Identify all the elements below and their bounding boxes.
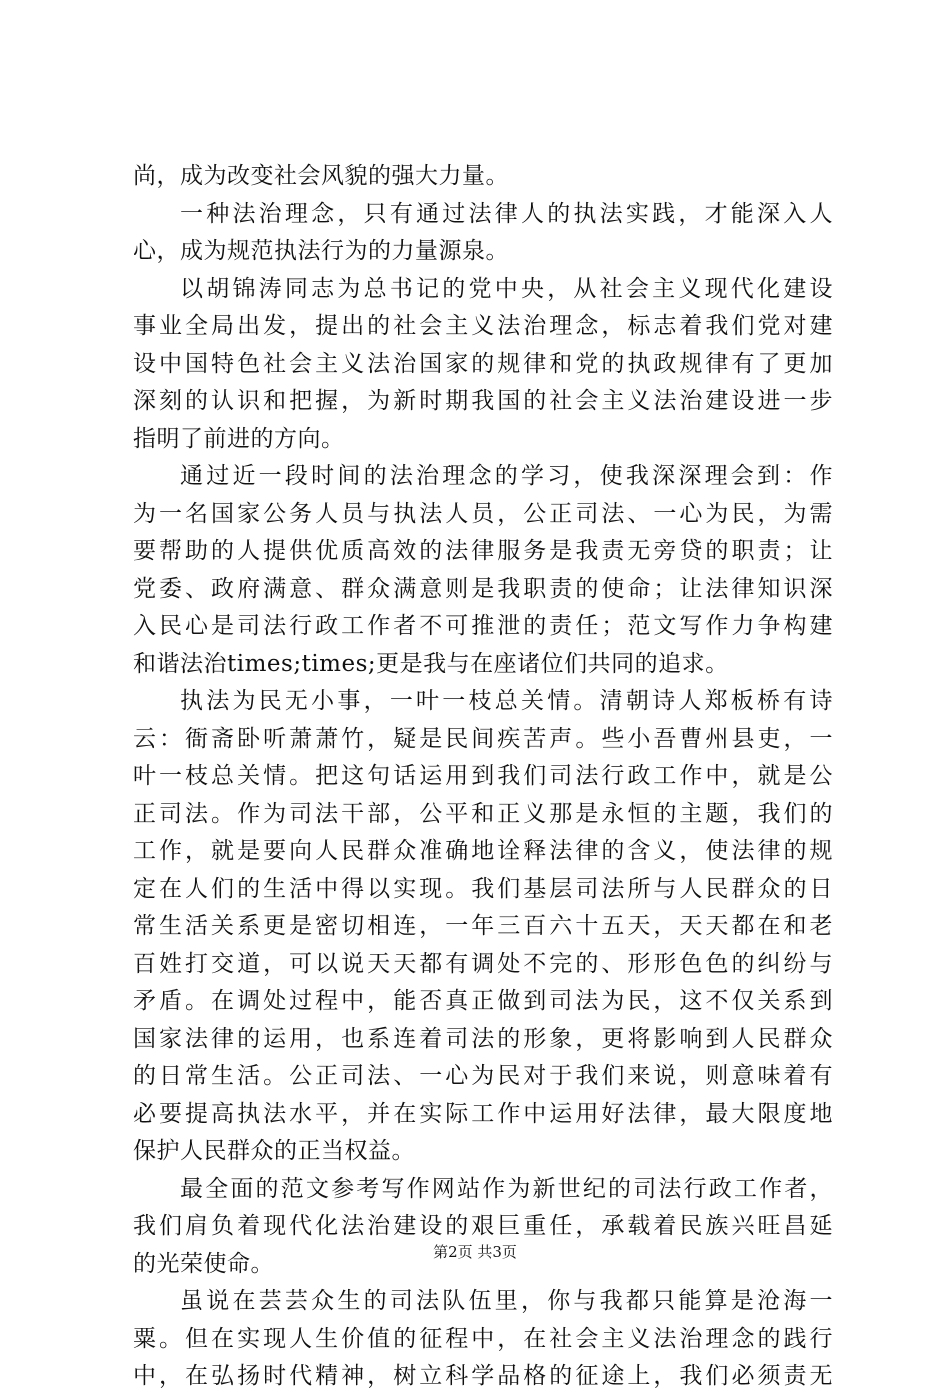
text-line: 中，在弘扬时代精神，树立科学品格的征途上，我们必须责无 <box>133 1363 833 1389</box>
text-line: 入民心是司法行政工作者不可推泄的责任；范文写作力争构建 <box>133 613 833 639</box>
document-body <box>133 158 833 1396</box>
text-line: 矛盾。在调处过程中，能否真正做到司法为民，这不仅关系到 <box>133 988 833 1014</box>
text-line: 深刻的认识和把握，为新时期我国的社会主义法治建设进一步 <box>133 388 833 414</box>
text-line: 保护人民群众的正当权益。 <box>133 1138 415 1164</box>
text-line: 最全面的范文参考写作网站作为新世纪的司法行政工作者， <box>180 1175 833 1202</box>
text-line: 必要提高执法水平，并在实际工作中运用好法律，最大限度地 <box>133 1100 833 1127</box>
text-line: 党委、政府满意、群众满意则是我职责的使命；让法律知识深 <box>133 575 833 602</box>
text-line: 和谐法治times;times;更是我与在座诸位们共同的追求。 <box>133 650 729 677</box>
page-footer: 第2页 共3页 <box>433 1243 517 1261</box>
text-line: 虽说在芸芸众生的司法队伍里，你与我都只能算是沧海一 <box>180 1288 833 1314</box>
text-line: 一种法治理念，只有通过法律人的执法实践，才能深入人 <box>180 200 833 227</box>
text-line: 我们肩负着现代化法治建设的艰巨重任，承载着民族兴旺昌延 <box>133 1213 833 1239</box>
text-line: 执法为民无小事，一叶一枝总关情。清朝诗人郑板桥有诗 <box>180 688 833 714</box>
text-line: 定在人们的生活中得以实现。我们基层司法所与人民群众的日 <box>133 875 833 902</box>
text-line: 云：衙斋卧听萧萧竹，疑是民间疾苦声。些小吾曹州县吏，一 <box>133 725 833 752</box>
text-line: 设中国特色社会主义法治国家的规律和党的执政规律有了更加 <box>133 350 833 377</box>
text-line: 的日常生活。公正司法、一心为民对于我们来说，则意味着有 <box>133 1063 833 1089</box>
text-line: 事业全局出发，提出的社会主义法治理念，标志着我们党对建 <box>133 313 833 339</box>
text-line: 要帮助的人提供优质高效的法律服务是我责无旁贷的职责；让 <box>133 538 833 564</box>
text-line: 正司法。作为司法干部，公平和正义那是永恒的主题，我们的 <box>133 800 833 827</box>
text-line: 指明了前进的方向。 <box>133 425 345 452</box>
text-line: 尚，成为改变社会风貌的强大力量。 <box>133 163 509 189</box>
text-line: 叶一枝总关情。把这句话运用到我们司法行政工作中，就是公 <box>133 763 833 789</box>
text-line: 的光荣使命。 <box>133 1250 274 1277</box>
text-line: 国家法律的运用，也系连着司法的形象，更将影响到人民群众 <box>133 1025 833 1052</box>
text-line: 工作，就是要向人民群众准确地诠释法律的含义，使法律的规 <box>133 838 833 864</box>
text-line: 常生活关系更是密切相连，一年三百六十五天，天天都在和老 <box>133 913 833 939</box>
text-line: 百姓打交道，可以说天天都有调处不完的、形形色色的纠纷与 <box>133 950 833 977</box>
text-line: 以胡锦涛同志为总书记的党中央，从社会主义现代化建设 <box>180 275 833 302</box>
text-line: 通过近一段时间的法治理念的学习，使我深深理会到：作 <box>180 463 833 489</box>
text-line: 为一名国家公务人员与执法人员，公正司法、一心为民，为需 <box>133 500 833 527</box>
text-line: 心，成为规范执法行为的力量源泉。 <box>133 238 509 264</box>
text-line: 粟。但在实现人生价值的征程中，在社会主义法治理念的践行 <box>133 1325 833 1352</box>
